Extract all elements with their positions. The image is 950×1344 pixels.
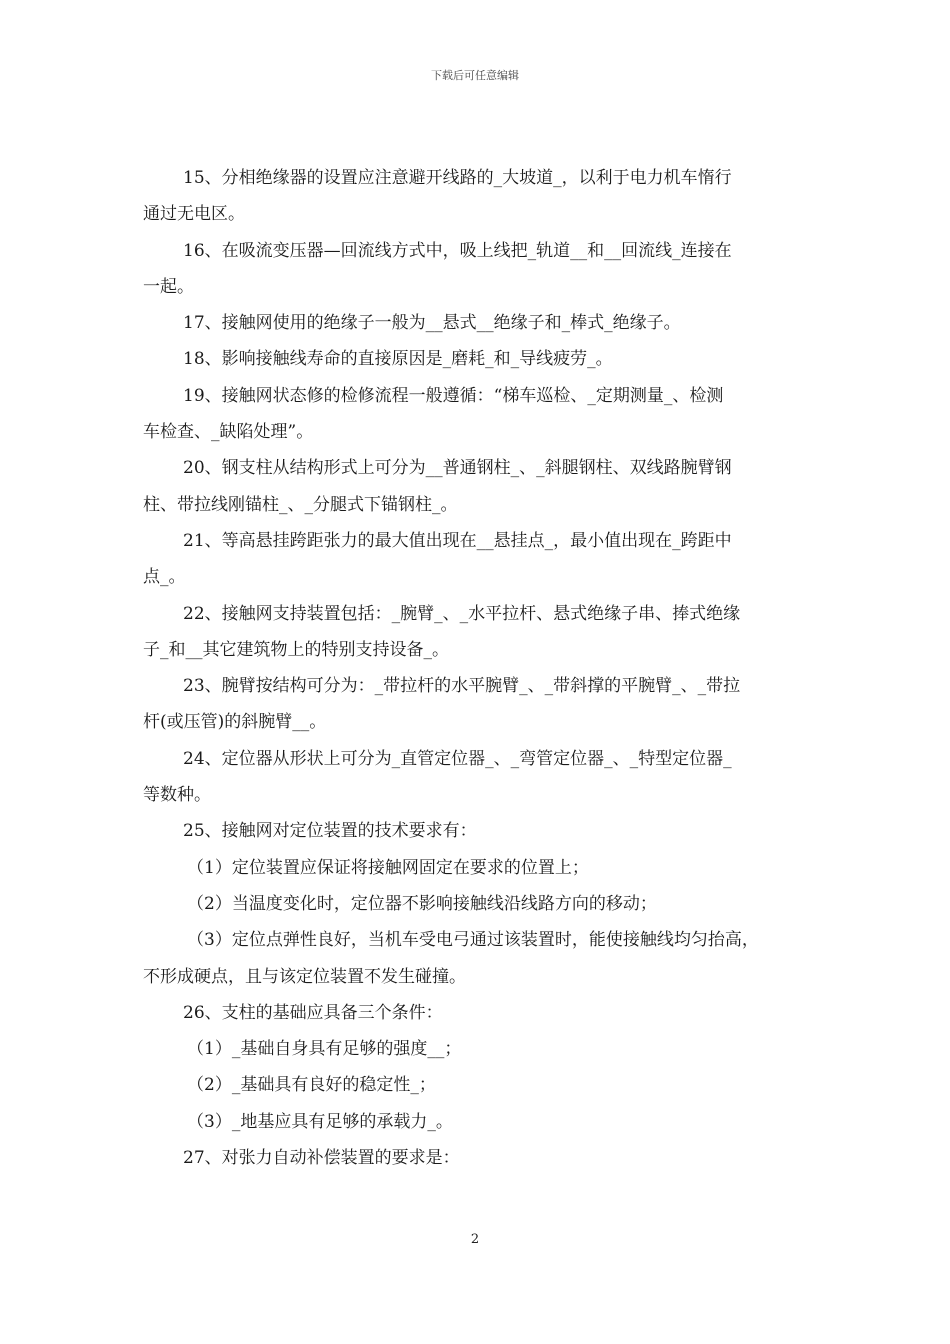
paragraph-line: 杆(或压管)的斜腕臂__。 (143, 712, 327, 733)
list-item: （2）_基础具有良好的稳定性_； (187, 1075, 436, 1096)
paragraph-line: 17、接触网使用的绝缘子一般为__悬式__绝缘子和_棒式_绝缘子。 (183, 313, 681, 334)
paragraph-line: 21、等高悬挂跨距张力的最大值出现在__悬挂点_，最小值出现在_跨距中 (183, 530, 732, 551)
paragraph-line: 通过无电区。 (143, 204, 245, 225)
paragraph-line: 车检查、_缺陷处理”。 (143, 422, 314, 443)
page-number: 2 (470, 1232, 480, 1247)
paragraph-line: 15、分相绝缘器的设置应注意避开线路的_大坡道_，以利于电力机车惰行 (183, 168, 732, 188)
paragraph-line: 20、钢支柱从结构形式上可分为__普通钢柱_、_斜腿钢柱、双线路腕臂钢 (183, 458, 732, 479)
paragraph-line: 等数种。 (143, 785, 211, 806)
list-item: （3）_地基应具有足够的承载力_。 (187, 1111, 453, 1132)
paragraph-line: 点_。 (143, 567, 186, 588)
paragraph-line: 23、腕臂按结构可分为：_带拉杆的水平腕臂_、_带斜撑的平腕臂_、_带拉 (183, 676, 741, 697)
paragraph-line: 子_和__其它建筑物上的特别支持设备_。 (143, 639, 449, 660)
paragraph-line: 27、对张力自动补偿装置的要求是： (183, 1148, 460, 1169)
paragraph-line: 22、接触网支持装置包括：_腕臂_、_水平拉杆、悬式绝缘子串、捧式绝缘 (183, 603, 741, 624)
paragraph-line: 24、定位器从形状上可分为_直管定位器_、_弯管定位器_、_特型定位器_ (183, 748, 732, 769)
paragraph-line: 18、影响接触线寿命的直接原因是_磨耗_和_导线疲劳_。 (183, 349, 613, 370)
page-header: 下载后可任意编辑 (431, 69, 519, 82)
paragraph-line: 19、接触网状态修的检修流程一般遵循：“梯车巡检、_定期测量_、检测 (183, 385, 724, 406)
paragraph-line: 16、在吸流变压器—回流线方式中，吸上线把_轨道__和__回流线_连接在 (183, 240, 732, 261)
list-item: （1）_基础自身具有足够的强度__； (187, 1039, 462, 1060)
paragraph-line: 26、支柱的基础应具备三个条件： (183, 1002, 443, 1023)
list-item: （1）定位装置应保证将接触网固定在要求的位置上； (187, 857, 589, 878)
list-item: （2）当温度变化时，定位器不影响接触线沿线路方向的移动； (187, 893, 657, 914)
paragraph-line: 柱、带拉线刚锚柱_、_分腿式下锚钢柱_。 (143, 494, 458, 515)
list-item: （3）定位点弹性良好，当机车受电弓通过该装置时，能使接触线均匀抬高， (187, 930, 759, 951)
paragraph-line: 25、接触网对定位装置的技术要求有： (183, 821, 477, 842)
paragraph-line: 不形成硬点，且与该定位装置不发生碰撞。 (143, 966, 466, 987)
document-body (143, 160, 808, 1176)
paragraph-line: 一起。 (143, 276, 194, 297)
